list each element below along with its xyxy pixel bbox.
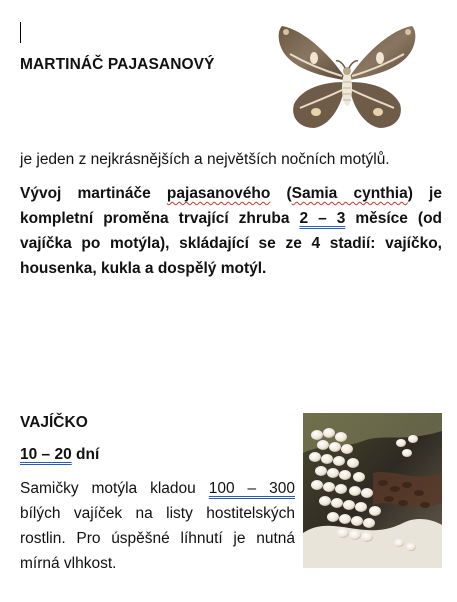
para-text: ( [270,185,292,202]
para-text: ) je kompletní proměna trvající zhruba [20,185,442,227]
development-paragraph [20,181,442,281]
grammar-flag-days: 10 – 20 [20,446,72,463]
grammar-flag-duration: 2 – 3 [299,210,346,227]
section-heading-egg: VAJÍČKO [20,414,88,431]
para-text: Vývoj martináče [20,185,167,202]
egg-text: Samičky motýla kladou [20,480,209,497]
para-text: měsíce (od vajíčka po motýla), skládající se ze 4 stadií: vajíčko, housenka, kukla a dospělý motýl. [20,210,442,277]
moth-image [274,24,420,132]
egg-description [20,476,295,576]
eggs-image [303,413,442,568]
text-cursor [20,22,21,43]
grammar-flag-count: 100 – 300 [208,480,295,497]
egg-text: bílých vajíček na listy hostitelských rostlin. Pro úspěšné líhnutí je nutná mírná vlhkost. [20,505,295,572]
spelling-flag-word: pajasanového [166,185,271,202]
document-title: MARTINÁČ PAJASANOVÝ [20,56,215,73]
intro-text: je jeden z nejkrásnějších a největších nočních motýlů. [20,151,390,168]
section-duration [20,446,99,464]
spelling-flag-species: Samia cynthia [291,185,408,202]
days-unit: dní [71,446,100,463]
